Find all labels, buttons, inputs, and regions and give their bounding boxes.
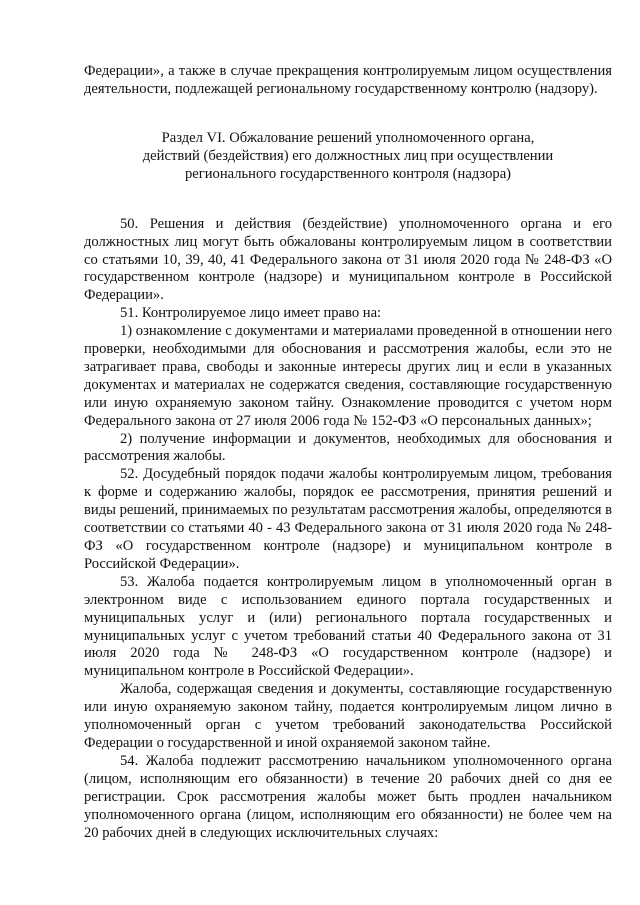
- section-heading: [84, 129, 612, 184]
- paragraph-52: 52. Досудебный порядок подачи жалобы контролируемым лицом, требования к форме и содержанию жалобы, порядок ее рассмотрения, принятия решений и виды решений, принимаемых по результатам рассмотрения жалобы, определяются в соответствии со статьями 40 - 43 Федерального закона от 31 июля 2020 года № 248-ФЗ «О государственном контроле (надзоре) и муниципальном контроле в Российской Федерации».: [84, 466, 612, 572]
- paragraph-51-item-2: 2) получение информации и документов, необходимых для обоснования и рассмотрения жалобы.: [84, 430, 612, 465]
- paragraph-53-secret: Жалоба, содержащая сведения и документы, составляющие государственную или иную охраняемую законом тайну, подается контролируемым лицом лично в уполномоченный орган с учетом требований законодательства Российской Федерации о государственной и иной охраняемой законом тайне.: [84, 681, 612, 751]
- paragraph-intro-continuation: Федерации», а также в случае прекращения контролируемым лицом осуществления деятельности, подлежащей региональному государственному контролю (надзору).: [84, 63, 612, 97]
- section-heading-line-2: действий (бездействия) его должностных лиц при осуществлении: [142, 148, 554, 165]
- paragraph-51: 51. Контролируемое лицо имеет право на:: [120, 305, 382, 322]
- paragraph-51-item-1: 1) ознакомление с документами и материалами проведенной в отношении него проверки, необходимыми для обоснования и рассмотрения жалобы, если это не затрагивает права, свободы и законные интересы других лиц и если в указанных документах и материалах не содержатся сведения, составляющие государственную или иную охраняемую законом тайну. Ознакомление проводится с учетом норм Федерального закона от 27 июля 2006 года № 152-ФЗ «О персональных данных»;: [84, 323, 612, 429]
- section-heading-line-1: Раздел VI. Обжалование решений уполномоченного органа,: [161, 129, 535, 146]
- document-body: [84, 63, 612, 842]
- paragraph-50: 50. Решения и действия (бездействие) уполномоченного органа и его должностных лиц могут быть обжалованы контролируемым лицом в соответствии со статьями 10, 39, 40, 41 Федерального закона от 31 июля 2020 года № 248-ФЗ «О государственном контроле (надзоре) и муниципальном контроле в Российской Федерации».: [84, 215, 612, 304]
- paragraph-54: 54. Жалоба подлежит рассмотрению начальником уполномоченного органа (лицом, исполняющим его обязанности) в течение 20 рабочих дней со дня ее регистрации. Срок рассмотрения жалобы может быть продлен начальником уполномоченного органа (лицом, исполняющим его обязанности) не более чем на 20 рабочих дней в следующих исключительных случаях:: [84, 752, 612, 841]
- section-heading-line-3: регионального государственного контроля (надзора): [184, 166, 512, 183]
- paragraph-53: 53. Жалоба подается контролируемым лицом в уполномоченный орган в электронном виде с использованием единого портала государственных и муниципальных услуг и (или) регионального портала государственных и муниципальных услуг с учетом требований статьи 40 Федерального закона от 31 июля 2020 года № 248-ФЗ «О государственном контроле (надзоре) и муниципальном контроле в Российской Федерации».: [84, 573, 612, 680]
